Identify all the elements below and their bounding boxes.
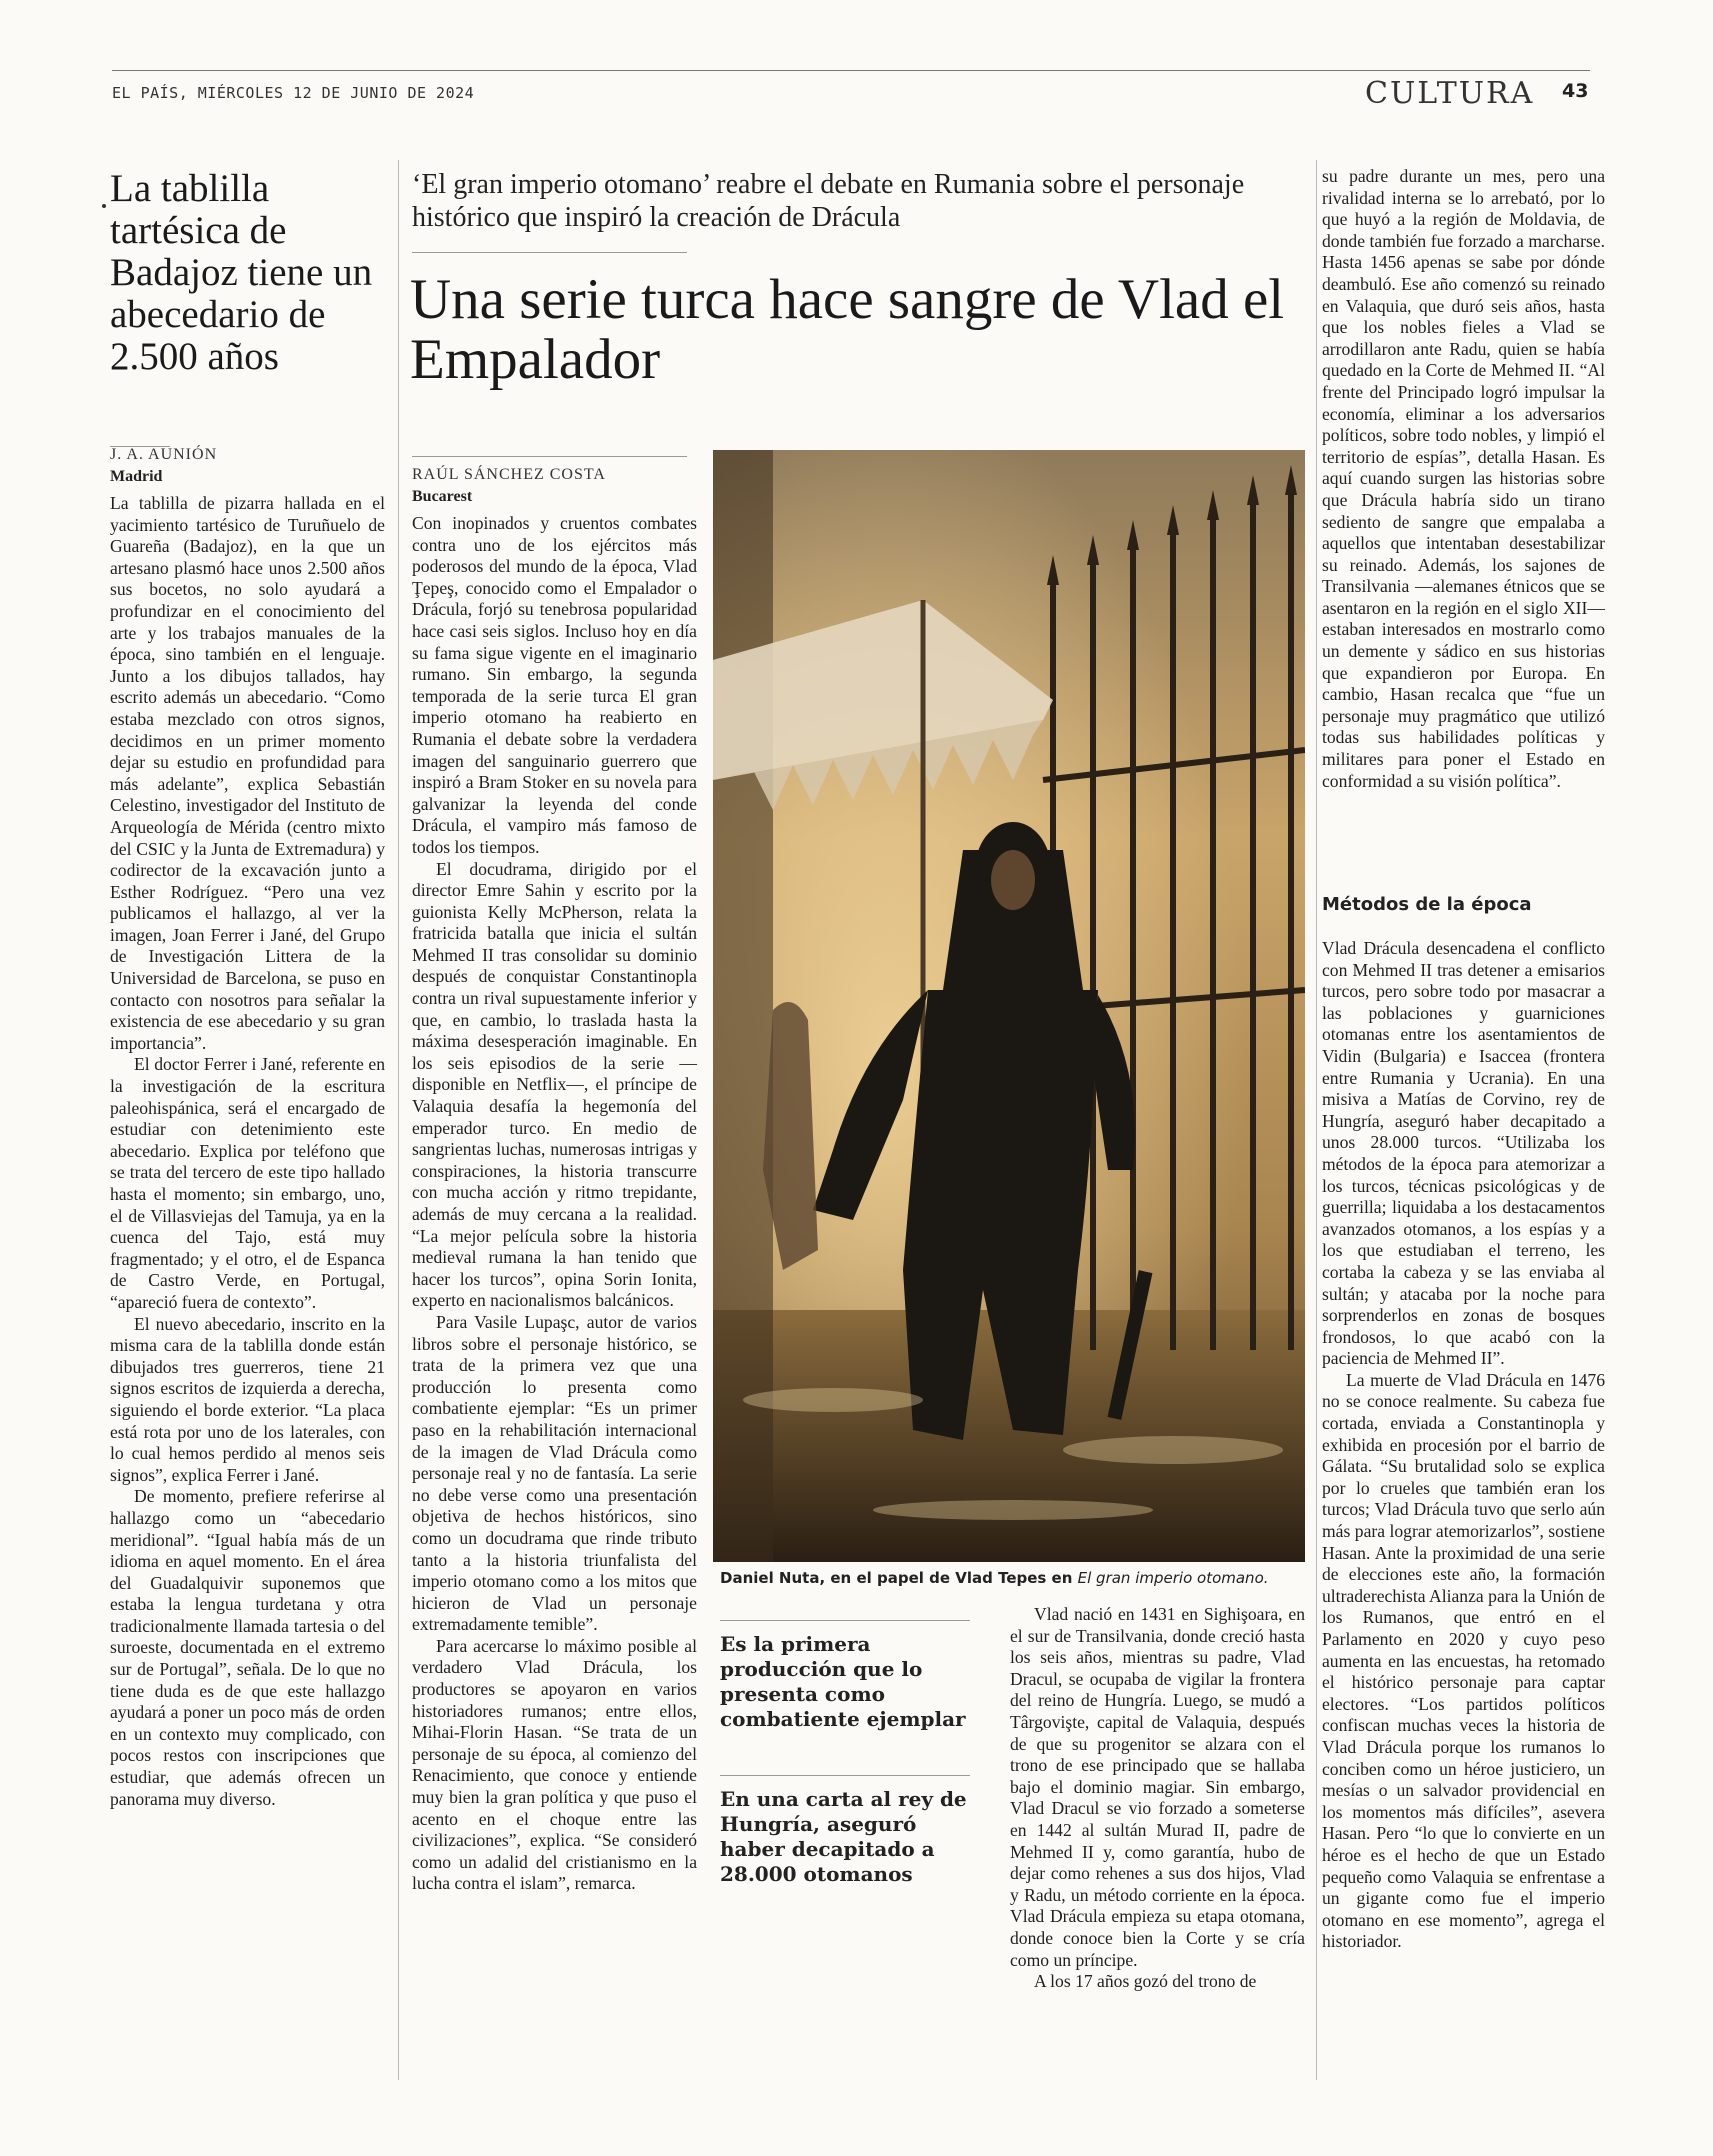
newspaper-date: EL PAÍS, MIÉRCOLES 12 DE JUNIO DE 2024 <box>112 84 475 102</box>
column-rule <box>398 160 399 2080</box>
column-rule <box>1316 160 1317 2080</box>
side-article-body <box>110 493 385 1810</box>
main-article-location: Bucarest <box>412 488 473 505</box>
caption-text: Daniel Nuta, en el papel de Vlad Tepes en <box>720 1569 1078 1587</box>
section-subhead: Métodos de la época <box>1322 894 1532 915</box>
paragraph: De momento, prefiere referirse al hallazgo como un “abecedario meridional”. “Igual había más de un idioma en aquel momento. En el área del Guadalquivir suponemos que estaba la lengua turdetana y otra tradicionalmente llamada tartesia o del suroeste, documentada en el extremo sur de Portugal”, señala. De lo que no tiene duda es de que este hallazgo ayudará a poner un poco más de orden en un contexto muy complicado, con pocos restos con inscripciones que estudiar, que además ofrecen un panorama muy diverso. <box>110 1486 385 1809</box>
pull-quote: En una carta al rey de Hungría, aseguró haber decapitado a 28.000 otomanos <box>720 1787 967 1886</box>
paragraph: Para acercarse lo máximo posible al verdadero Vlad Drácula, los productores se apoyaron en varios historiadores rumanos; entre ellos, Mihai-Florin Hasan. “Se trata de un personaje de su época, al comienzo del Renacimiento, que conoce y entiende muy bien la gran política y que puso el acento en el choque entre las civilizaciones”, explica. “Se consideró como un adalid del cristianismo en la lucha contra el islam”, remarca. <box>412 1635 697 1894</box>
side-article-author: J. A. AUNIÓN <box>110 446 218 463</box>
paragraph: Con inopinados y cruentos combates contra uno de los ejércitos más poderosos del mundo de la época, Vlad Ţepeş, conocido como el Empalador o Drácula, forjó su tenebrosa popularidad hace casi seis siglos. Incluso hoy en día su fama sigue vigente en el imaginario rumano. Sin embargo, la segunda temporada de la serie turca El gran imperio otomano ha reabierto en Rumania el debate sobre la verdadera imagen del sanguinario guerrero que inspiró a Bram Stoker en su novela para galvanizar la leyenda del conde Drácula, el vampiro más famoso de todos los tiempos. <box>412 513 697 857</box>
main-article-col1 <box>412 513 697 1895</box>
paragraph: El doctor Ferrer i Jané, referente en la investigación de la escritura paleohispánica, será el encargado de estudiar con detenimiento este abecedario. Explica por teléfono que se trata del tercero de este tipo hallado hasta el momento; sin embargo, uno, el de Villasviejas del Tamuja, ya en la cuenca del Tajo, está muy fragmentado; y el otro, el de Espanca de Castro Verde, en Portugal, “apareció fuera de contexto”. <box>110 1054 385 1312</box>
main-article-headline: Una serie turca hace sangre de Vlad el Empalador <box>410 268 1285 391</box>
paragraph: A los 17 años gozó del trono de <box>1034 1971 1257 1992</box>
caption-series-title: El gran imperio otomano. <box>1077 1569 1269 1587</box>
pull-quote-rule <box>720 1620 970 1621</box>
photo-vlad-tepes <box>713 450 1305 1562</box>
kicker-rule <box>412 252 687 253</box>
main-article-author: RAÚL SÁNCHEZ COSTA <box>412 466 606 483</box>
paragraph: El nuevo abecedario, inscrito en la misma cara de la tablilla donde están dibujados tres guerreros, tiene 21 signos escritos de izquierda a derecha, siguiendo el borde exterior. “La placa está rota por uno de los laterales, con lo cual hemos perdido al menos seis signos”, explica Ferrer i Jané. <box>110 1313 385 1485</box>
side-article-location: Madrid <box>110 468 163 485</box>
main-article-kicker: ‘El gran imperio otomano’ reabre el debate en Rumania sobre el personaje histórico que inspiró la creación de Drácula <box>412 169 1245 233</box>
paragraph: Vlad Drácula desencadena el conflicto con Mehmed II tras detener a emisarios turcos, pero sobre todo por masacrar a las poblaciones y guarniciones otomanas entre los asentamientos de Vidin (Bulgaria) e Isaccea (frontera entre Rumania y Ucrania). En una misiva a Matías de Corvino, rey de Hungría, aseguró haber decapitado a unos 28.000 turcos. “Utilizaba los métodos de la época para atemorizar a los turcos, técnicas psicológicas y de guerrilla; liquidaba a los destacamentos avanzados otomanos, a los espías y a los que estudiaban el terreno, les cortaba la cabeza y se las enviaba al sultán; y atacaba por la noche para sorprenderlos en zonas de bosques frondosos, lo que acabó con la paciencia de Mehmed II”. <box>1322 938 1605 1369</box>
paragraph: El docudrama, dirigido por el director Emre Sahin y escrito por la guionista Kelly McPherson, relata la fratricida batalla que inicia el sultán Mehmed II tras consolidar su dominio después de conquistar Constantinopla contra un rival supuestamente inferior y que, en cambio, lo traslada hasta la máxima desesperación imaginable. En los seis episodios de la serie —disponible en Netflix—, el príncipe de Valaquia desafía la hegemonía del emperador turco. En medio de sangrientas luchas, numerosas intrigas y conspiraciones, la historia transcurre con mucha acción y ritmo trepidante, además de muy cercana a la realidad. “La mejor película sobre la historia medieval rumana la han tenido que hacer los turcos”, opina Sorin Ionita, experto en nacionalismos balcánicos. <box>412 858 697 1311</box>
main-article-col4-top <box>1322 166 1605 792</box>
paragraph: su padre durante un mes, pero una rivalidad interna se lo arrebató, por lo que huyó a la región de Moldavia, de donde también fue forzado a marcharse. Hasta 1456 apenas se sabe por dónde deambuló. Ese año comenzó su reinado en Valaquia, que duró seis años, hasta que los nobles fieles a Vlad se arrodillaron ante Radu, quien se había quedado en la Corte de Mehmed II. “Al frente del Principado logró impulsar la economía, eliminar a los adversarios políticos, sobre todo nobles, y limpió el territorio de espías”, detalla Hasan. Es aquí cuando surgen las historias sobre que Drácula habría sido un tirano sediento de sangre que empalaba a aquellos que intentaban desestabilizar su reinado. Además, los sajones de Transilvania —alemanes étnicos que se asentaron en la región en el siglo XII— estaban interesados en mostrarlo como un demente y sádico en sus historias que expandieron por Europa. En cambio, Hasan recalca que “fue un personaje muy pragmático que utilizó todas sus habilidades políticas y militares para poner el Estado en conformidad a su visión política”. <box>1322 166 1605 791</box>
paragraph: La muerte de Vlad Drácula en 1476 no se conoce realmente. Su cabeza fue cortada, enviada a Constantinopla y exhibida en procesión por el barrio de Gálata. “Su brutalidad solo se explica por lo crueles que también eran los turcos; Vlad Drácula tuvo que serlo aún más para lograr atemorizarlos”, sostiene Hasan. Ante la proximidad de una serie de elecciones este año, la formación ultraderechista Alianza para la Unión de los Rumanos, que entró en el Parlamento en 2020 y cuyo peso aumenta en las encuestas, ha retomado el histórico personaje para captar electores. “Los partidos políticos confiscan muchas veces la historia de Vlad Drácula porque los rumanos lo conciben como un héroe justiciero, un mesías o un salvador providencial en los momentos más difíciles”, asevera Hasan. Pero “lo que lo convierte en un héroe es el hecho de que un Estado pequeño como Valaquia se enfrentase a un gigante como fue el imperio otomano en ese momento”, agrega el historiador. <box>1322 1369 1605 1952</box>
photo-caption <box>720 1569 1320 1587</box>
section-name: CULTURA <box>1365 76 1535 111</box>
paragraph: La tablilla de pizarra hallada en el yacimiento tartésico de Turuñuelo de Guareña (Badajoz), en la que un artesano plasmó hace unos 2.500 años sus bocetos, no solo ayudará a profundizar en el conocimiento del arte y los trabajos manuales de la época, sino también en el lenguaje. Junto a los dibujos tallados, hay escrito además un abecedario. “Como estaba mezclado con otros signos, decidimos en un primer momento dejar su estudio en profundidad para más adelante”, explica Sebastián Celestino, investigador del Instituto de Arqueología de Mérida (centro mixto del CSIC y la Junta de Extremadura) y codirector de la excavación junto a Esther Rodríguez. “Pero una vez publicamos el hallazgo, al ver la imagen, Joan Ferrer i Jané, del Grupo de Investigación Littera de la Universidad de Barcelona, se puso en contacto con nosotros para señalar la existencia de ese abecedario y su gran importancia”. <box>110 493 385 1053</box>
page-number: 43 <box>1562 80 1589 102</box>
byline-rule <box>412 456 687 457</box>
pull-quote: Es la primera producción que lo presenta como combatiente ejemplar <box>720 1632 966 1731</box>
pull-quote-rule <box>720 1775 970 1776</box>
photo-illustration <box>713 450 1305 1562</box>
paragraph: Para Vasile Lupaşc, autor de varios libros sobre el personaje histórico, se trata de la primera vez que una producción lo presenta como combatiente ejemplar: “Es un primer paso en la rehabilitación internacional de la imagen de Vlad Drácula como personaje real y no de fantasía. La serie no debe verse como una presentación objetiva de hechos históricos, sino como un docudrama que rinde tributo tanto a la historia triunfalista del imperio otomano como a los mitos que hicieron de Vlad un personaje extremadamente temible”. <box>412 1311 697 1635</box>
main-article-col3 <box>1010 1604 1305 1993</box>
top-rule <box>112 70 1590 71</box>
paragraph: Vlad nació en 1431 en Sighişoara, en el sur de Transilvania, donde creció hasta los seis años, mientras su padre, Vlad Dracul, se ocupaba de vigilar la frontera del reino de Hungría. Luego, se mudó a Târgovişte, capital de Valaquia, después de que su progenitor se alzara con el trono de ese principado que se hallaba bajo el dominio magiar. Sin embargo, Vlad Dracul se vio forzado a someterse en 1442 al sultán Murad II, padre de Mehmed II y, como garantía, hubo de dejar como rehenes a sus dos hijos, Vlad y Radu, un método corriente en la época. Vlad Drácula empieza su etapa otomana, donde conoce bien la Corte y se cría como un príncipe. <box>1010 1604 1305 1970</box>
main-article-col4-bottom <box>1322 938 1605 1953</box>
side-article-title: La tablilla tartésica de Badajoz tiene un abecedario de 2.500 años <box>110 168 390 378</box>
